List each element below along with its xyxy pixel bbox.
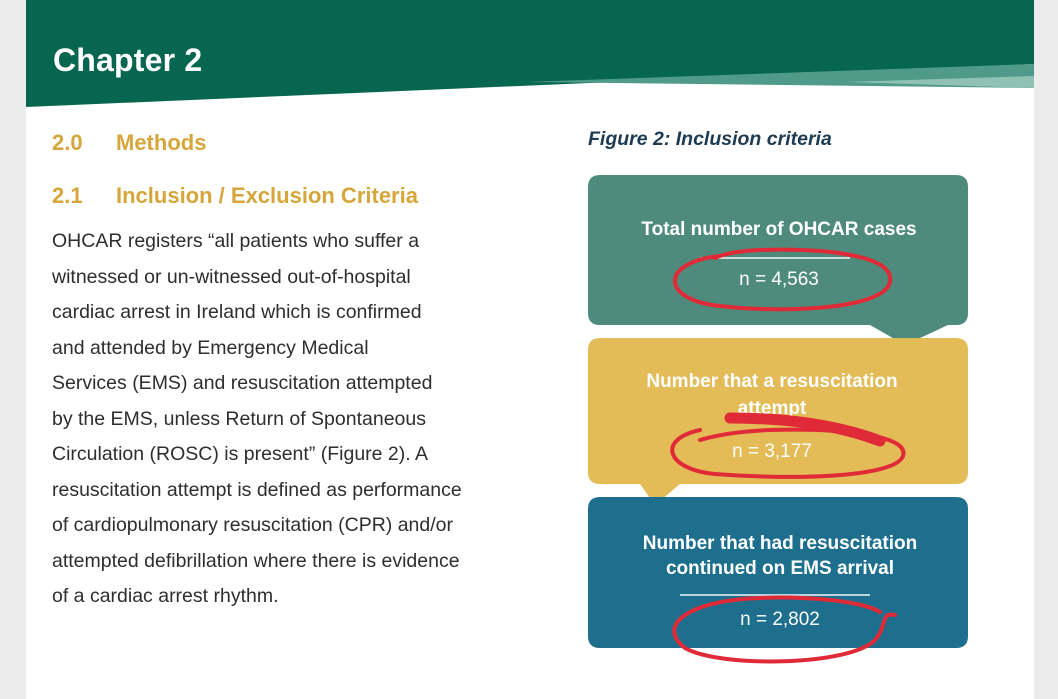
body-line: resuscitation attempt is defined as performance [52, 478, 462, 501]
body-line: and attended by Emergency Medical [52, 336, 369, 359]
section-number: 2.1 [52, 183, 83, 208]
body-line: witnessed or un-witnessed out-of-hospital [52, 265, 411, 288]
body-line: Services (EMS) and resuscitation attempted [52, 372, 433, 394]
box-resuscitation-attempt-title-line1: Number that a resuscitation [646, 371, 898, 392]
section-number: 2.0 [52, 130, 83, 155]
figure-caption: Figure 2: Inclusion criteria [588, 128, 832, 150]
box-resuscitation-attempt-title-line2: attempt [737, 398, 807, 419]
box-divider [700, 257, 850, 259]
section-title: Methods [116, 130, 207, 155]
body-line: by the EMS, unless Return of Spontaneous [52, 407, 426, 430]
box-divider [680, 594, 870, 596]
box-total-cases-title: Total number of OHCAR cases [641, 219, 917, 240]
box-resuscitation-attempt-value: n = 3,177 [732, 441, 812, 462]
body-line: of cardiopulmonary resuscitation (CPR) and/or [52, 514, 454, 536]
box-resuscitation-continued-title-line2: continued on EMS arrival [665, 558, 895, 579]
body-line: of a cardiac arrest rhythm. [52, 585, 279, 607]
body-line: attempted defibrillation where there is evidence [52, 549, 460, 572]
section-title: Inclusion / Exclusion Criteria [116, 183, 418, 208]
body-line: cardiac arrest in Ireland which is confirmed [52, 301, 422, 323]
chapter-title: Chapter 2 [53, 42, 203, 78]
box-total-cases-value: n = 4,563 [739, 269, 819, 290]
box-resuscitation-continued-title-line1: Number that had resuscitation [642, 533, 918, 554]
body-line: Circulation (ROSC) is present” (Figure 2). A [52, 443, 429, 465]
box-resuscitation-attempt [588, 338, 968, 505]
box-resuscitation-continued-value: n = 2,802 [740, 609, 820, 630]
box-total-cases [588, 175, 968, 345]
body-line: OHCAR registers “all patients who suffer a [52, 230, 420, 252]
